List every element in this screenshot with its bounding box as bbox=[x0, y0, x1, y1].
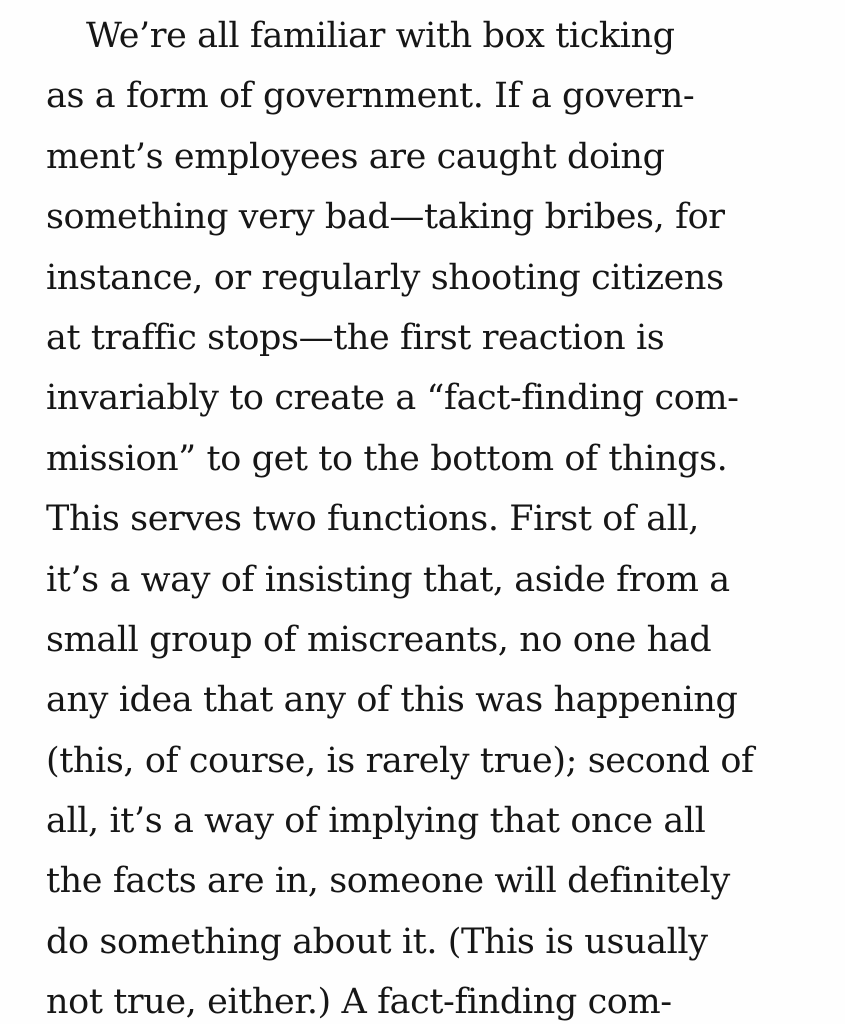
text-line: mission” to get to the bottom of things. bbox=[46, 438, 728, 479]
text-line: small group of miscreants, no one had bbox=[46, 619, 712, 660]
text-line: the facts are in, someone will definitely bbox=[46, 861, 730, 902]
text-line: any idea that any of this was happening bbox=[46, 680, 738, 721]
text-line: This serves two functions. First of all, bbox=[46, 499, 699, 540]
text-line: ment’s employees are caught doing bbox=[46, 136, 665, 177]
text-line: do something about it. (This is usually bbox=[46, 921, 708, 962]
text-line: it’s a way of insisting that, aside from a bbox=[46, 559, 730, 600]
text-line: something very bad—taking bribes, for bbox=[46, 197, 725, 238]
text-line: not true, either.) A fact-finding com- bbox=[46, 982, 672, 1023]
text-line: all, it’s a way of implying that once all bbox=[46, 801, 706, 842]
paragraph bbox=[46, 6, 836, 1033]
text-line: instance, or regularly shooting citizens bbox=[46, 257, 724, 298]
text-line: invariably to create a “fact-finding com- bbox=[46, 378, 739, 419]
text-line: We’re all familiar with box ticking bbox=[86, 16, 675, 56]
text-line: at traffic stops—the first reaction is bbox=[46, 317, 665, 358]
text-line: (this, of course, is rarely true); second of bbox=[46, 740, 754, 781]
text-line: as a form of government. If a govern- bbox=[46, 76, 695, 117]
